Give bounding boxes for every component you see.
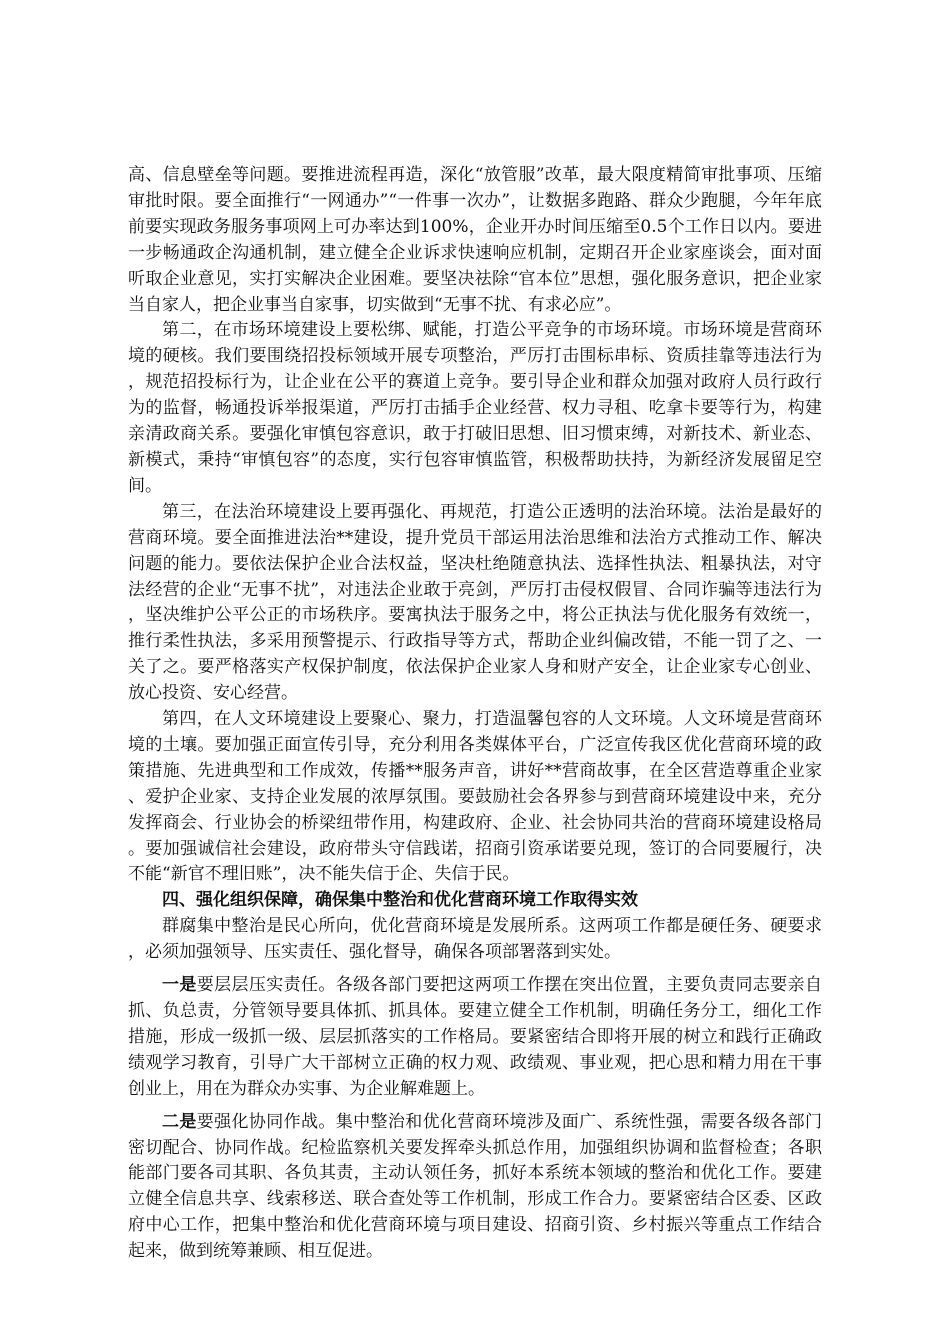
- paragraph-point-one: [128, 973, 822, 1103]
- point-two-lead: 二是: [162, 1111, 197, 1132]
- document-body: [128, 163, 822, 1265]
- paragraph-point-two: [128, 1110, 822, 1265]
- section-heading-four: 四、强化组织保障，确保集中整治和优化营商环境工作取得实效: [162, 890, 638, 911]
- paragraph-cultural-environment: 第四，在人文环境建设上要聚心、聚力，打造温馨包容的人文环境。人文环境是营商环境的土壤。要加强正面宣传引导，充分利用各类媒体平台，广泛宣传我区优化营商环境的政策措施、先进典型和工作成效，传播**服务声音，讲好**营商故事，在全区营造尊重企业家、爱护企业家、支持企业发展的浓厚氛围。要鼓励社会各界参与到营商环境建设中来，充分发挥商会、行业协会的桥梁纽带作用，构建政府、企业、社会协同共治的营商环境建设格局。要加强诚信社会建设，政府带头守信践诺，招商引资承诺要兑现，签订的合同要履行，决不能“新官不理旧账”，决不能失信于企、失信于民。: [128, 709, 822, 885]
- paragraph-section-intro: 群腐集中整治是民心所向，优化营商环境是发展所系。这两项工作都是硬任务、硬要求，必须加强领导、压实责任、强化督导，确保各项部署落到实处。: [128, 916, 822, 963]
- point-two-text: 要强化协同作战。集中整治和优化营商环境涉及面广、系统性强，需要各级各部门密切配合、协同作战。纪检监察机关要发挥牵头抓总作用，加强组织协调和监督检查；各职能部门要各司其职、各负其责，主动认领任务，抓好本系统本领域的整治和优化工作。要建立健全信息共享、线索移送、联合查处等工作机制，形成工作合力。要紧密结合区委、区政府中心工作，把集中整治和优化营商环境与项目建设、招商引资、乡村振兴等重点工作结合起来，做到统筹兼顾、相互促进。: [128, 1111, 823, 1262]
- point-one-text: 要层层压实责任。各级各部门要把这两项工作摆在突出位置，主要负责同志要亲自抓、负总责，分管领导要具体抓、抓具体。要建立健全工作机制，明确任务分工，细化工作措施，形成一级抓一级、层层抓落实的工作格局。要紧密结合即将开展的树立和践行正确政绩观学习教育，引导广大干部树立正确的权力观、政绩观、事业观，把心思和精力用在干事创业上，用在为群众办实事、为企业解难题上。: [128, 975, 823, 1099]
- paragraph-market-environment: 第二，在市场环境建设上要松绑、赋能，打造公平竞争的市场环境。市场环境是营商环境的硬核。我们要围绕招投标领域开展专项整治，严厉打击围标串标、资质挂靠等违法行为，规范招投标行为，让企业在公平的赛道上竞争。要引导企业和群众加强对政府人员行政行为的监督，畅通投诉举报渠道，严厉打击插手企业经营、权力寻租、吃拿卡要等行为，构建亲清政商关系。要强化审慎包容意识，敢于打破旧思想、旧习惯束缚，对新技术、新业态、新模式，秉持“审慎包容”的态度，实行包容审慎监管，积极帮助扶持，为新经济发展留足空间。: [128, 320, 822, 496]
- paragraph-legal-environment: 第三，在法治环境建设上要再强化、再规范，打造公正透明的法治环境。法治是最好的营商环境。要全面推进法治**建设，提升党员干部运用法治思维和法治方式推动工作、解决问题的能力。要依法保护企业合法权益，坚决杜绝随意执法、选择性执法、粗暴执法，对守法经营的企业“无事不扰”，对违法企业敢于亮剑，严厉打击侵权假冒、合同诈骗等违法行为，坚决维护公平公正的市场秩序。要寓执法于服务之中，将公正执法与优化服务有效统一，推行柔性执法，多采用预警提示、行政指导等方式，帮助企业纠偏改错，不能一罚了之、一关了之。要严格落实产权保护制度，依法保护企业家人身和财产安全，让企业家专心创业、放心投资、安心经营。: [128, 501, 822, 704]
- paragraph-continuation: 高、信息壁垒等问题。要推进流程再造，深化“放管服”改革，最大限度精简审批事项、压缩审批时限。要全面推行“一网通办”“一件事一次办”，让数据多跑路、群众少跑腿，今年年底前要实现政务服务事项网上可办率达到100%，企业开办时间压缩至0.5个工作日以内。要进一步畅通政企沟通机制，建立健全企业诉求快速响应机制，定期召开企业家座谈会，面对面听取企业意见，实打实解决企业困难。要坚决祛除“官本位”思想，强化服务意识，把企业家当自家人，把企业事当自家事，切实做到“无事不扰、有求必应”。: [128, 165, 822, 315]
- point-one-lead: 一是: [162, 975, 197, 996]
